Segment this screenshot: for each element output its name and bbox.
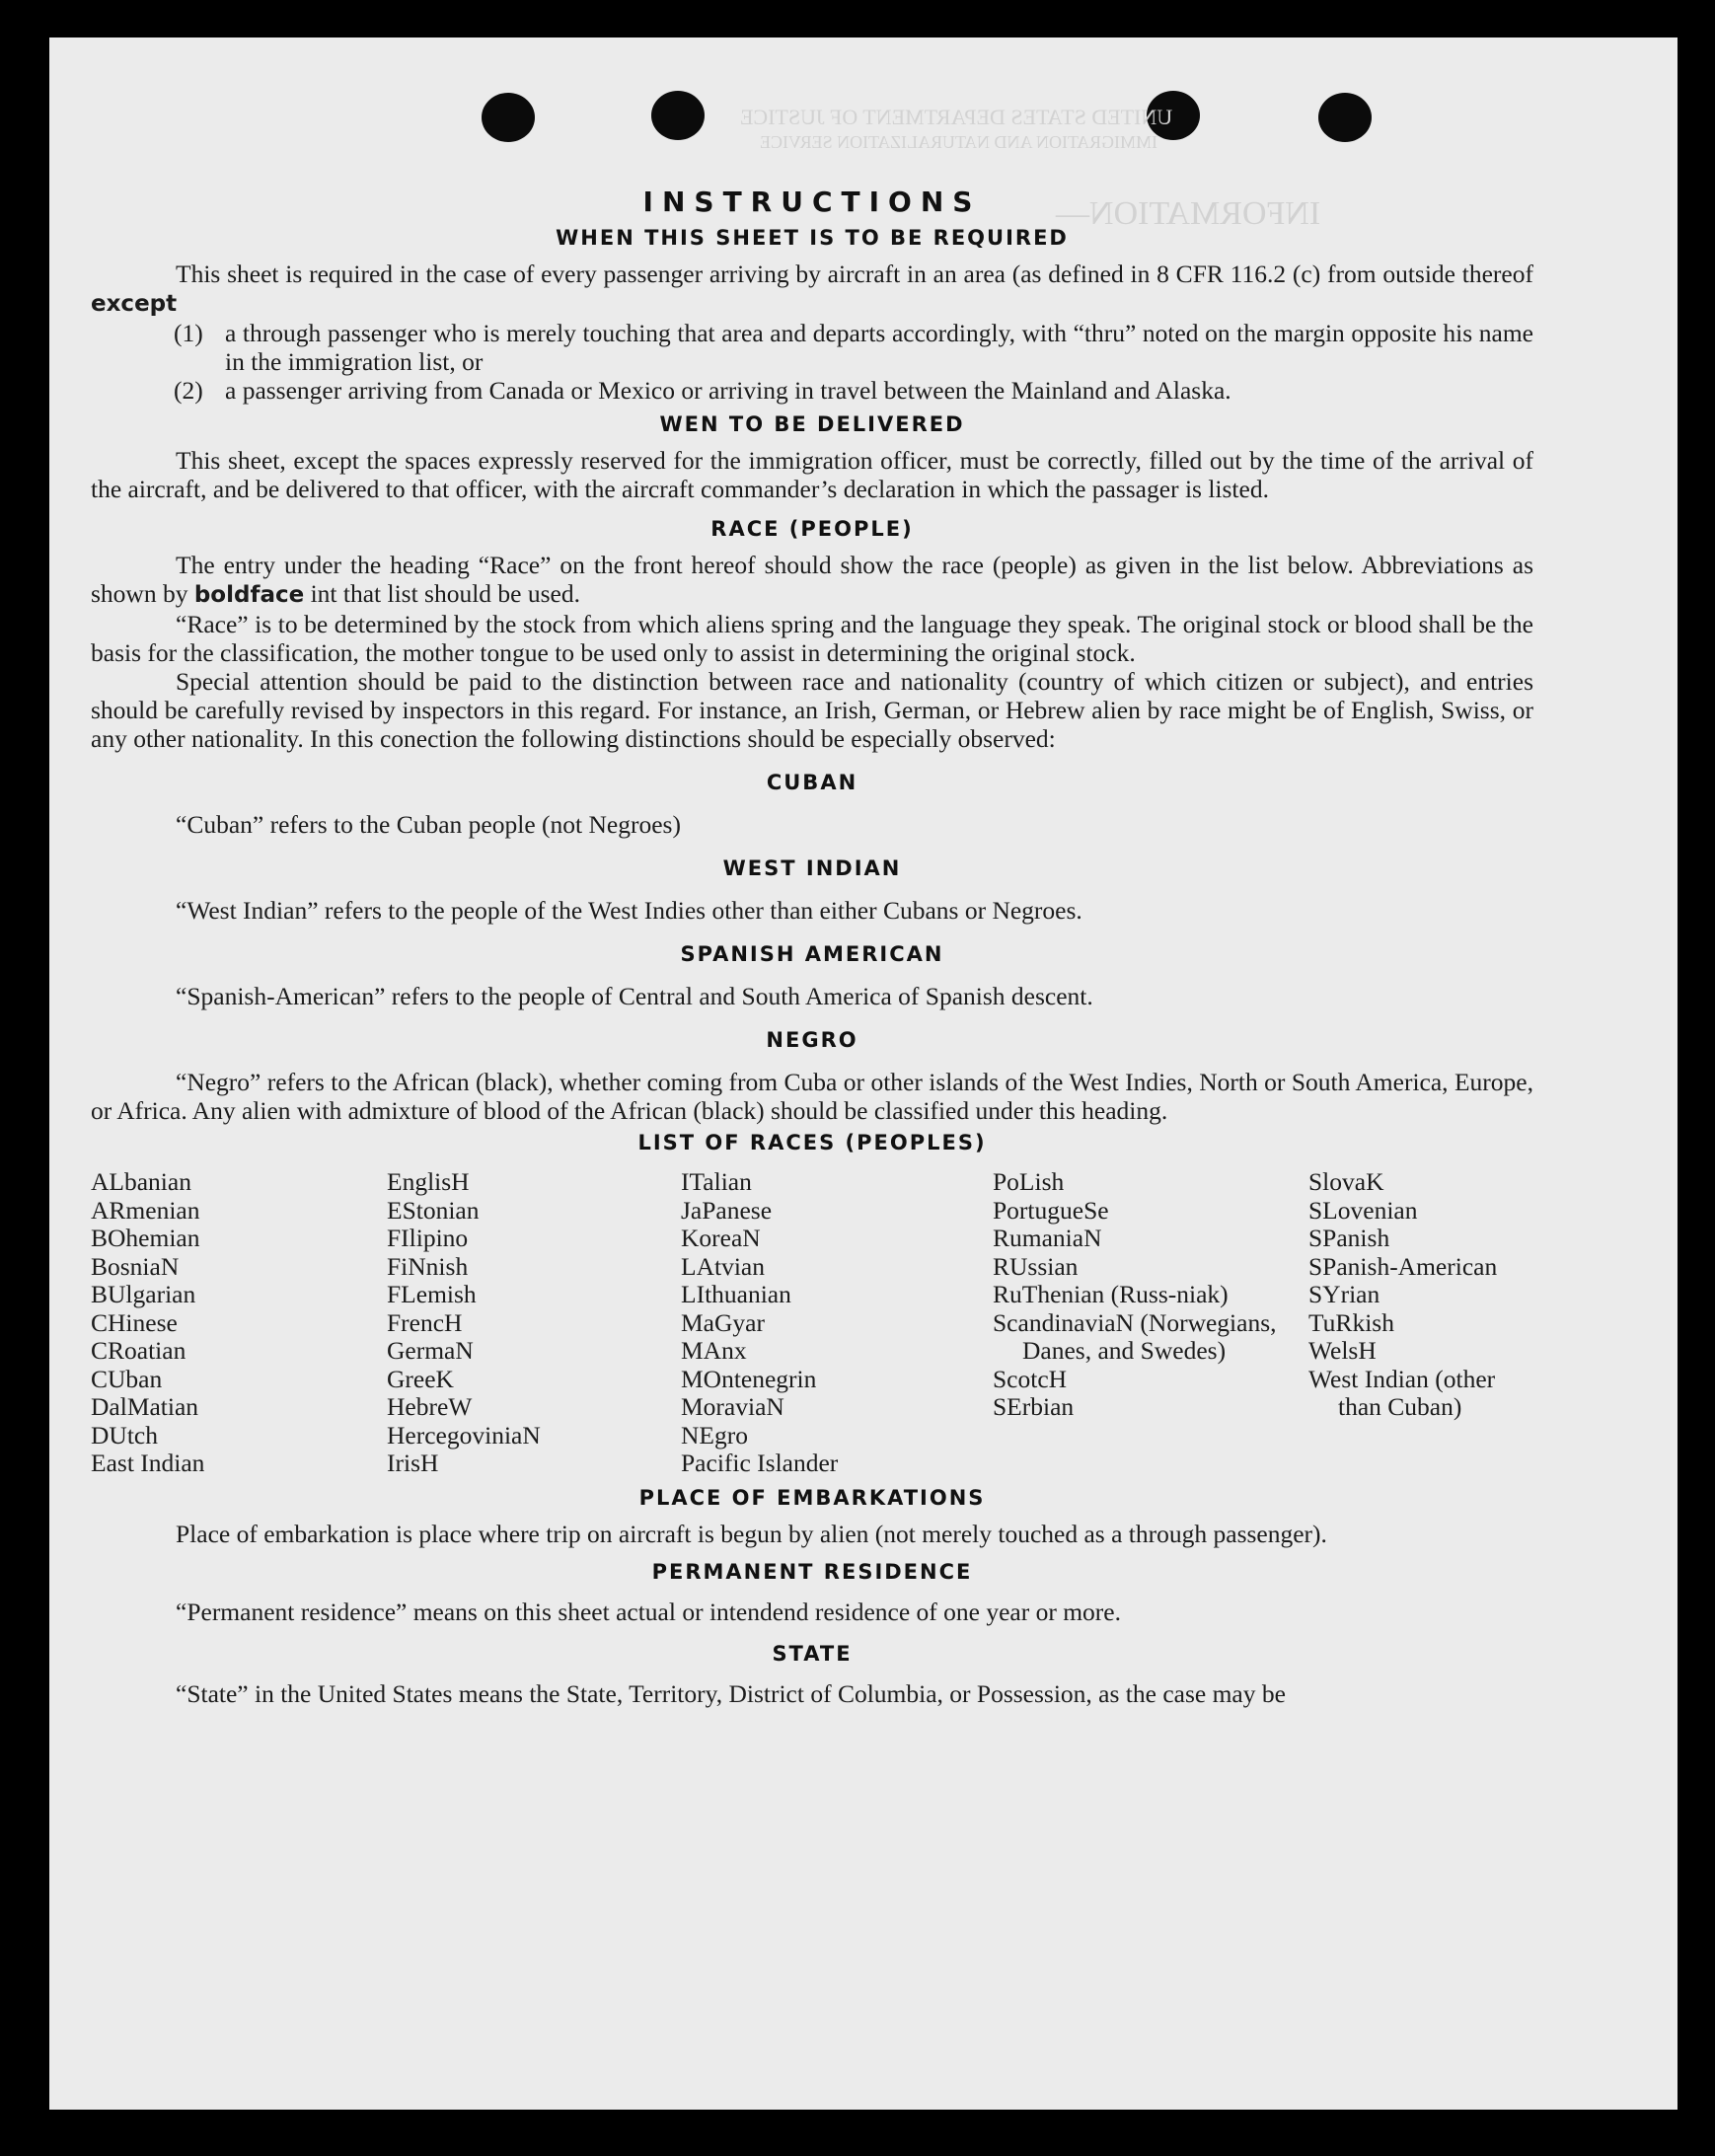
exception-list	[91, 319, 1533, 405]
race-entry: SlovaK	[1308, 1167, 1384, 1196]
paragraph-cuban: “Cuban” refers to the Cuban people (not Negroes)	[176, 810, 681, 839]
race-entry: PoLish	[993, 1167, 1065, 1196]
paragraph-race-3: Special attention should be paid to the distinction between race and nationality (country of which citizen or subject), and entries should be carefully revised by inspectors in this regard. For instance, an Irish, German, or Hebrew alien by race might be of English, Swiss, or any other nationality. In this conection the following distinctions should be especially observed:	[91, 667, 1533, 753]
exception-item	[174, 319, 1533, 376]
heading-permanent-residence: PERMANENT RESIDENCE	[651, 1559, 973, 1584]
exception-text: a passenger arriving from Canada or Mexico or arriving in travel between the Mainland and Alaska.	[225, 376, 1231, 405]
race-entry: NEgro	[681, 1420, 748, 1450]
bleed-through-header: UNITED STATES DEPARTMENT OF JUSTICE	[740, 105, 1173, 129]
race-entry: HebreW	[387, 1392, 473, 1421]
races-table	[91, 1168, 1533, 1478]
race-entry: CUban	[91, 1364, 163, 1393]
race-entry: WelsH	[1308, 1336, 1377, 1365]
race-entry: FiNnish	[387, 1251, 469, 1281]
race-entry: SErbian	[993, 1392, 1075, 1421]
race-entry: HercegoviniaN	[387, 1420, 541, 1450]
heading-race: RACE (PEOPLE)	[710, 517, 914, 541]
race-entry: MOntenegrin	[681, 1364, 817, 1393]
paragraph-embarkation: Place of embarkation is place where trip on aircraft is begun by alien (not merely touched as a through passenger).	[176, 1519, 1327, 1548]
heading-west-indian: WEST INDIAN	[722, 856, 902, 880]
race-entry: ALbanian	[91, 1167, 191, 1196]
race-entry: EnglisH	[387, 1167, 470, 1196]
race-entry: TuRkish	[1308, 1307, 1394, 1337]
race-entry: DalMatian	[91, 1392, 199, 1421]
paragraph-race-1-tail: int that list should be used.	[310, 579, 580, 608]
heading-when-delivered: WEN TO BE DELIVERED	[659, 412, 965, 436]
paragraph-delivered: This sheet, except the spaces expressly reserved for the immigration officer, must be correctly, filled out by the time of the arrival of the aircraft, and be delivered to that officer, with the aircraft commander’s declaration in which the passager is listed.	[91, 446, 1533, 503]
punch-hole	[482, 93, 535, 142]
paragraph-required	[91, 260, 1533, 319]
race-entry: GreeK	[387, 1364, 454, 1393]
race-entry: BUlgarian	[91, 1280, 196, 1308]
race-entry: DUtch	[91, 1420, 158, 1450]
race-entry: BOhemian	[91, 1224, 200, 1252]
instructions-content	[91, 186, 1533, 1708]
paragraph-required-lead: This sheet is required in the case of every passenger arriving by aircraft in an area (as defined in 8 CFR 116.2 (c) from outside thereof	[176, 260, 1533, 288]
race-entry: FIlipino	[387, 1224, 469, 1252]
punch-hole	[1318, 93, 1372, 142]
race-entry: CHinese	[91, 1307, 178, 1337]
race-entry: FLemish	[387, 1280, 477, 1308]
race-entry: ITalian	[681, 1167, 752, 1196]
race-entry: SYrian	[1308, 1280, 1380, 1308]
paragraph-west-indian: “West Indian” refers to the people of the West Indies other than either Cubans or Negroes.	[176, 896, 1082, 925]
paragraph-race-1	[91, 551, 1533, 610]
races-column	[993, 1168, 1308, 1478]
heading-list-of-races: LIST OF RACES (PEOPLES)	[637, 1131, 987, 1154]
races-column	[91, 1168, 387, 1478]
paragraph-permanent-residence: “Permanent residence” means on this sheet actual or intendend residence of one year or more.	[176, 1597, 1121, 1626]
race-entry: PortugueSe	[993, 1195, 1109, 1225]
race-entry: JaPanese	[681, 1195, 773, 1225]
page-title: INSTRUCTIONS	[642, 186, 982, 218]
race-entry: ScotcH	[993, 1364, 1068, 1393]
race-entry: MaGyar	[681, 1307, 765, 1337]
exception-text: a through passenger who is merely touching that area and departs accordingly, with “thru” noted on the margin opposite his name in the immigration list, or	[225, 319, 1533, 376]
paragraph-race-1-lead: The entry under the heading “Race” on the front hereof should show the race (people) as given in the list below. Abbreviations as shown by	[91, 551, 1533, 608]
races-column	[1308, 1168, 1533, 1478]
paragraph-race-2: “Race” is to be determined by the stock from which aliens spring and the language they speak. The original stock or blood shall be the basis for the classification, the mother tongue to be used only to assist in determining the original stock.	[91, 610, 1533, 667]
race-entry: CRoatian	[91, 1336, 186, 1365]
exception-number: (1)	[174, 319, 203, 347]
bleed-through-information: INFORMATION—	[1056, 195, 1321, 232]
heading-negro: NEGRO	[766, 1028, 858, 1052]
race-entry: ARmenian	[91, 1195, 200, 1225]
heading-embarkation: PLACE OF EMBARKATIONS	[638, 1485, 986, 1510]
race-entry: East Indian	[91, 1449, 205, 1477]
paragraph-state: “State” in the United States means the State, Territory, District of Columbia, or Possession, as the case may be	[176, 1678, 1286, 1708]
race-entry: MoraviaN	[681, 1392, 784, 1421]
race-entry: ScandinaviaN (Norwegians, Danes, and Swedes)	[993, 1307, 1277, 1365]
race-entry: EStonian	[387, 1195, 480, 1225]
exception-number: (2)	[174, 376, 203, 405]
race-entry: LAtvian	[681, 1251, 765, 1281]
heading-spanish-american: SPANISH AMERICAN	[680, 942, 944, 966]
race-entry: FrencH	[387, 1307, 463, 1337]
race-entry: RuThenian (Russ-niak)	[993, 1280, 1229, 1308]
punch-hole	[651, 91, 705, 140]
document-sheet	[49, 37, 1678, 2110]
bleed-through-subheader: IMMIGRATION AND NATURALIZATION SERVICE	[760, 132, 1158, 152]
race-entry: West Indian (other than Cuban)	[1308, 1364, 1496, 1421]
heading-when-required: WHEN THIS SHEET IS TO BE REQUIRED	[556, 226, 1069, 250]
race-entry: SPanish-American	[1308, 1251, 1498, 1281]
race-entry: MAnx	[681, 1336, 747, 1365]
race-entry: KoreaN	[681, 1224, 761, 1252]
paragraph-required-bold: except	[91, 291, 178, 317]
exception-item	[174, 376, 1533, 405]
race-entry: Pacific Islander	[681, 1449, 839, 1477]
race-entry: RumaniaN	[993, 1224, 1102, 1252]
paragraph-negro: “Negro” refers to the African (black), whether coming from Cuba or other islands of the West Indies, North or South America, Europe, or Africa. Any alien with admixture of blood of the African (black) should be classified under this heading.	[91, 1068, 1533, 1125]
race-entry: SPanish	[1308, 1224, 1390, 1252]
paragraph-race-1-bold: boldface	[193, 582, 305, 608]
paragraph-spanish-american: “Spanish-American” refers to the people of Central and South America of Spanish descent.	[176, 982, 1093, 1010]
race-entry: LIthuanian	[681, 1280, 791, 1308]
heading-state: STATE	[772, 1641, 853, 1666]
race-entry: RUssian	[993, 1251, 1079, 1281]
races-column	[387, 1168, 681, 1478]
races-column	[681, 1168, 993, 1478]
race-entry: IrisH	[387, 1449, 439, 1477]
race-entry: SLovenian	[1308, 1195, 1418, 1225]
race-entry: GermaN	[387, 1336, 474, 1365]
race-entry: BosniaN	[91, 1251, 180, 1281]
heading-cuban: CUBAN	[766, 771, 858, 794]
